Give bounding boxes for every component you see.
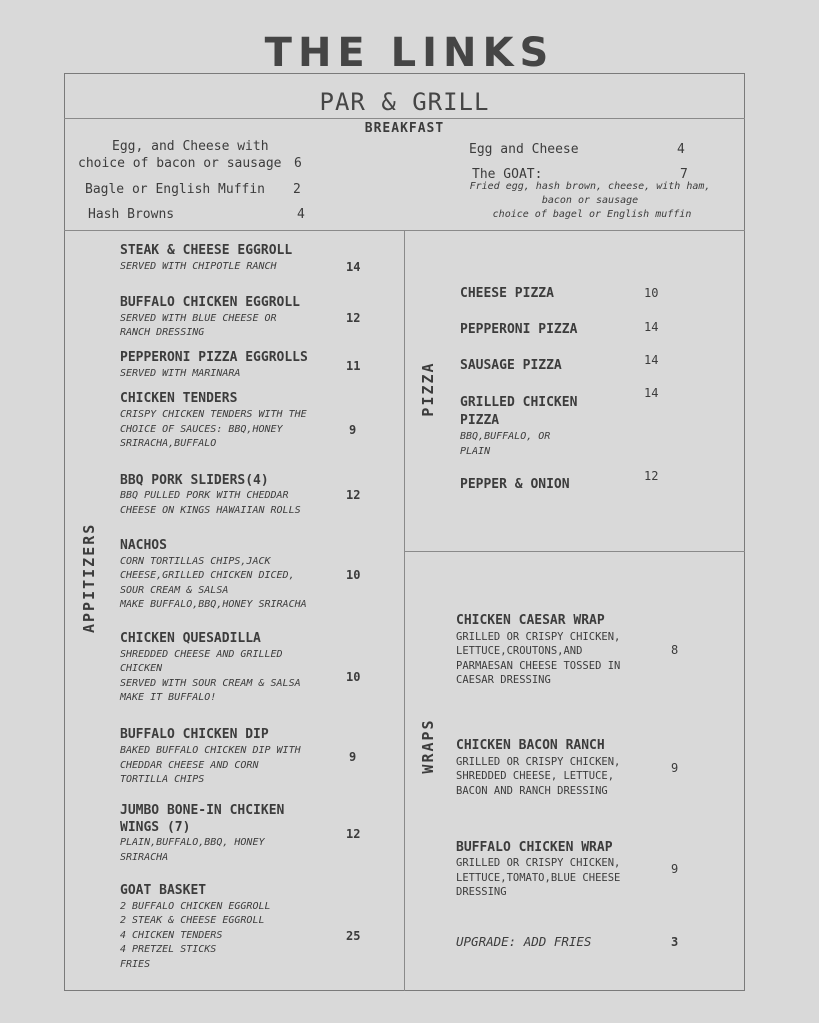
appetizer-desc: 2 STEAK & CHEESE EGGROLL (120, 915, 265, 926)
breakfast-item-price: 4 (297, 207, 305, 222)
pizza-name: GRILLED CHICKEN (460, 395, 578, 410)
breakfast-item-desc: choice of bagel or English muffin (492, 209, 692, 220)
appetizer-name: WINGS (7) (120, 820, 191, 835)
appetizer-name: CHICKEN TENDERS (120, 391, 238, 406)
appetizer-desc: SHREDDED CHEESE AND GRILLED (120, 649, 283, 660)
appetizer-desc: SOUR CREAM & SALSA (120, 585, 229, 596)
appetizer-desc: 4 PRETZEL STICKS (120, 944, 217, 955)
wrap-price: 9 (671, 761, 679, 775)
wrap-desc: SHREDDED CHEESE, LETTUCE, (456, 770, 615, 782)
appetizer-desc: CHEESE ON KINGS HAWAIIAN ROLLS (120, 505, 301, 516)
wrap-desc: LETTUCE,TOMATO,BLUE CHEESE (456, 872, 621, 884)
breakfast-item-price: 7 (680, 167, 688, 182)
upgrade-fries-price: 3 (671, 935, 679, 949)
appetizer-price: 11 (346, 359, 361, 373)
breakfast-item-price: 6 (294, 156, 302, 171)
appetizer-desc: BBQ PULLED PORK WITH CHEDDAR (120, 490, 289, 501)
pizza-price: 14 (644, 320, 659, 334)
appetizer-price: 9 (349, 423, 357, 437)
pizza-heading: PIZZA (419, 361, 437, 417)
appetizer-name: PEPPERONI PIZZA EGGROLLS (120, 350, 308, 365)
pizza-price: 10 (644, 286, 659, 300)
appetizer-desc: SERVED WITH CHIPOTLE RANCH (120, 261, 277, 272)
appetizer-desc: CORN TORTILLAS CHIPS,JACK (120, 556, 271, 567)
breakfast-item-price: 2 (293, 182, 301, 197)
breakfast-item-price: 4 (677, 142, 685, 157)
divider (64, 118, 745, 119)
appetizer-desc: CRISPY CHICKEN TENDERS WITH THE (120, 409, 307, 420)
appetizer-desc: SRIRACHA (120, 852, 169, 863)
pizza-name: PEPPER & ONION (460, 477, 570, 492)
appetizer-price: 12 (346, 488, 361, 502)
wrap-name: CHICKEN BACON RANCH (456, 738, 605, 753)
appetizers-heading: APPITIZERS (80, 522, 98, 633)
upgrade-fries-label: UPGRADE: ADD FRIES (456, 934, 592, 949)
appetizer-desc: SERVED WITH SOUR CREAM & SALSA (120, 678, 301, 689)
pizza-desc: PLAIN (460, 446, 491, 457)
appetizer-name: NACHOS (120, 538, 167, 553)
wrap-desc: BACON AND RANCH DRESSING (456, 785, 608, 797)
wrap-price: 9 (671, 862, 679, 876)
appetizer-desc: SRIRACHA,BUFFALO (120, 438, 217, 449)
wrap-name: BUFFALO CHICKEN WRAP (456, 840, 613, 855)
pizza-price: 14 (644, 353, 659, 367)
appetizer-desc: MAKE BUFFALO,BBQ,HONEY SRIRACHA (120, 599, 307, 610)
wrap-desc: GRILLED OR CRISPY CHICKEN, (456, 857, 621, 869)
pizza-name: PIZZA (460, 413, 500, 428)
appetizer-name: BUFFALO CHICKEN DIP (120, 727, 269, 742)
appetizer-name: STEAK & CHEESE EGGROLL (120, 243, 293, 258)
appetizer-price: 10 (346, 568, 361, 582)
appetizer-price: 14 (346, 260, 361, 274)
appetizer-price: 12 (346, 311, 361, 325)
wrap-desc: PARMAESAN CHEESE TOSSED IN (456, 660, 621, 672)
wrap-desc: GRILLED OR CRISPY CHICKEN, (456, 756, 621, 768)
wraps-heading: WRAPS (419, 718, 437, 774)
appetizer-name: BBQ PORK SLIDERS(4) (120, 473, 269, 488)
appetizer-desc: MAKE IT BUFFALO! (120, 692, 217, 703)
wrap-price: 8 (671, 643, 679, 657)
wrap-desc: DRESSING (456, 886, 507, 898)
appetizer-desc: RANCH DRESSING (120, 327, 205, 338)
appetizer-desc: SERVED WITH BLUE CHEESE OR (120, 313, 277, 324)
appetizer-desc: TORTILLA CHIPS (120, 774, 205, 785)
breakfast-item-name: Egg, and Cheese with (112, 139, 269, 154)
appetizer-desc: BAKED BUFFALO CHICKEN DIP WITH (120, 745, 301, 756)
appetizer-desc: CHEDDAR CHEESE AND CORN (120, 760, 259, 771)
appetizer-desc: CHICKEN (120, 663, 163, 674)
appetizer-desc: FRIES (120, 959, 151, 970)
menu-subtitle: PAR & GRILL (319, 88, 490, 116)
wrap-desc: CAESAR DRESSING (456, 674, 551, 686)
breakfast-heading: BREAKFAST (364, 121, 445, 136)
breakfast-item-name: choice of bacon or sausage (78, 156, 282, 171)
breakfast-item-desc: Fried egg, hash brown, cheese, with ham, (469, 181, 711, 192)
wrap-desc: LETTUCE,CROUTONS,AND (456, 645, 583, 657)
breakfast-item-name: Hash Browns (88, 207, 175, 222)
pizza-price: 12 (644, 469, 659, 483)
appetizer-desc: 4 CHICKEN TENDERS (120, 930, 223, 941)
divider (404, 230, 405, 991)
pizza-price: 14 (644, 386, 659, 400)
breakfast-item-desc: bacon or sausage (541, 195, 639, 206)
divider (404, 551, 745, 552)
appetizer-price: 9 (349, 750, 357, 764)
appetizer-desc: CHOICE OF SAUCES: BBQ,HONEY (120, 424, 283, 435)
wrap-name: CHICKEN CAESAR WRAP (456, 613, 605, 628)
appetizer-price: 12 (346, 827, 361, 841)
pizza-name: CHEESE PIZZA (460, 286, 554, 301)
appetizer-desc: CHEESE,GRILLED CHICKEN DICED, (120, 570, 295, 581)
appetizer-desc: PLAIN,BUFFALO,BBQ, HONEY (120, 837, 265, 848)
appetizer-name: GOAT BASKET (120, 883, 207, 898)
appetizer-desc: 2 BUFFALO CHICKEN EGGROLL (120, 901, 271, 912)
appetizer-name: BUFFALO CHICKEN EGGROLL (120, 295, 301, 310)
appetizer-name: JUMBO BONE-IN CHCIKEN (120, 803, 285, 818)
appetizer-price: 10 (346, 670, 361, 684)
wrap-desc: GRILLED OR CRISPY CHICKEN, (456, 631, 621, 643)
appetizer-name: CHICKEN QUESADILLA (120, 631, 261, 646)
appetizer-price: 25 (346, 929, 361, 943)
breakfast-item-name: The GOAT: (472, 167, 543, 182)
pizza-name: PEPPERONI PIZZA (460, 322, 578, 337)
breakfast-item-name: Bagle or English Muffin (85, 182, 266, 197)
appetizer-desc: SERVED WITH MARINARA (120, 368, 241, 379)
pizza-name: SAUSAGE PIZZA (460, 358, 562, 373)
breakfast-item-name: Egg and Cheese (469, 142, 579, 157)
pizza-desc: BBQ,BUFFALO, OR (460, 431, 551, 442)
menu-title: THE LINKS (264, 30, 555, 76)
